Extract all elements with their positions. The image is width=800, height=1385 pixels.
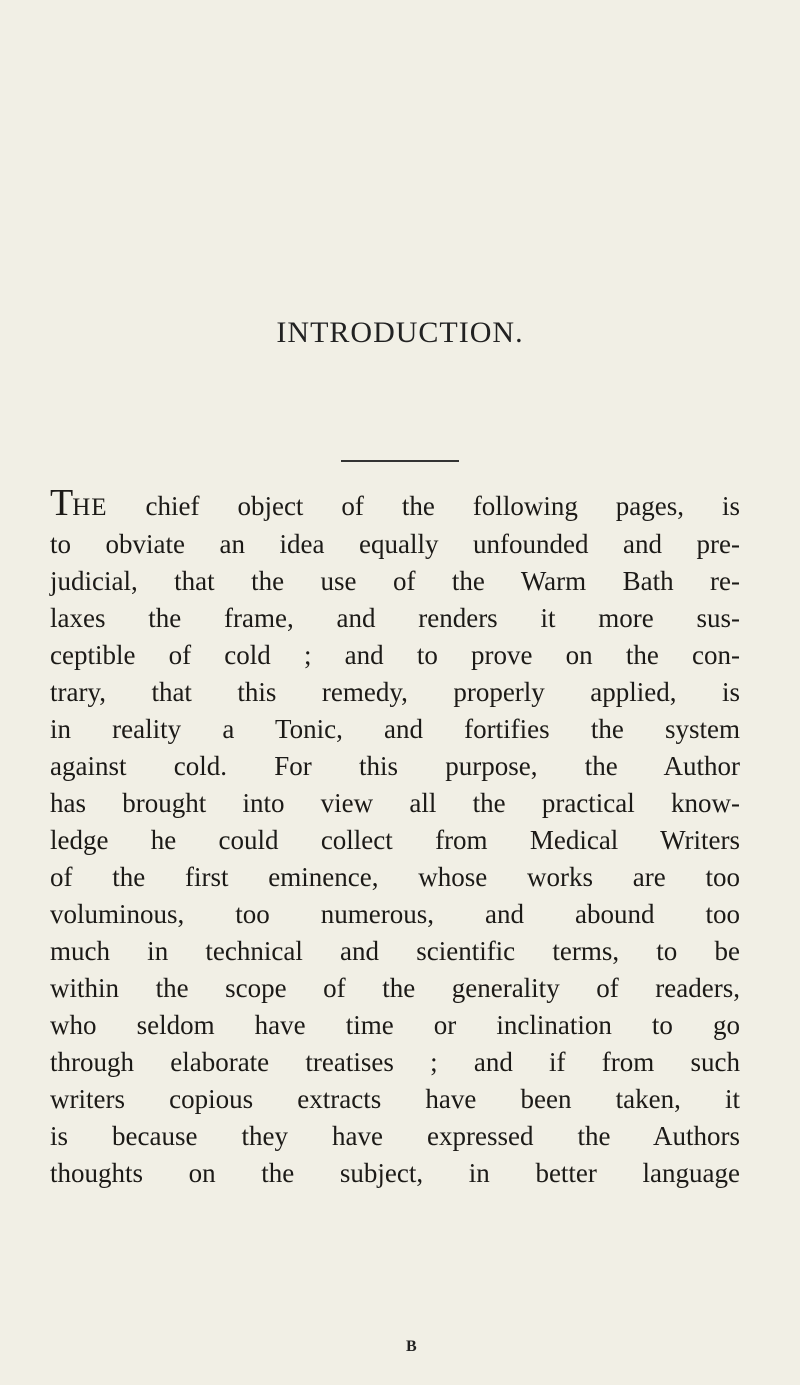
text-line-18: is because they have expressed the Authors: [50, 1121, 740, 1151]
text-line-3: judicial, that the use of the Warm Bath re-: [50, 566, 740, 596]
text-line-12: voluminous, too numerous, and abound too: [50, 899, 740, 929]
text-line-7: in reality a Tonic, and fortifies the system: [50, 714, 740, 744]
text-line-16: through elaborate treatises ; and if from such: [50, 1047, 740, 1077]
line-text: chief object of the following pages, is: [107, 491, 740, 521]
text-line-8: against cold. For this purpose, the Author: [50, 751, 740, 781]
text-line-9: has brought into view all the practical know-: [50, 788, 740, 818]
text-line-14: within the scope of the generality of readers,: [50, 973, 740, 1003]
text-line-5: ceptible of cold ; and to prove on the con-: [50, 640, 740, 670]
small-caps-word: HE: [72, 494, 108, 521]
text-line-19: thoughts on the subject, in better language: [50, 1158, 740, 1188]
signature-mark: B: [406, 1338, 417, 1355]
text-line-10: ledge he could collect from Medical Writers: [50, 825, 740, 855]
text-line-1: [50, 482, 740, 526]
text-line-4: laxes the frame, and renders it more sus-: [50, 603, 740, 633]
text-line-17: writers copious extracts have been taken, it: [50, 1084, 740, 1114]
text-line-11: of the first eminence, whose works are too: [50, 862, 740, 892]
heading-rule: [341, 460, 459, 462]
text-line-15: who seldom have time or inclination to go: [50, 1010, 740, 1040]
chapter-heading: INTRODUCTION.: [276, 316, 524, 349]
text-line-2: to obviate an idea equally unfounded and pre-: [50, 529, 740, 559]
text-line-13: much in technical and scientific terms, to be: [50, 936, 740, 966]
introduction-paragraph: [50, 482, 740, 1192]
text-line-6: trary, that this remedy, properly applied, is: [50, 677, 740, 707]
drop-cap: T: [50, 482, 73, 524]
